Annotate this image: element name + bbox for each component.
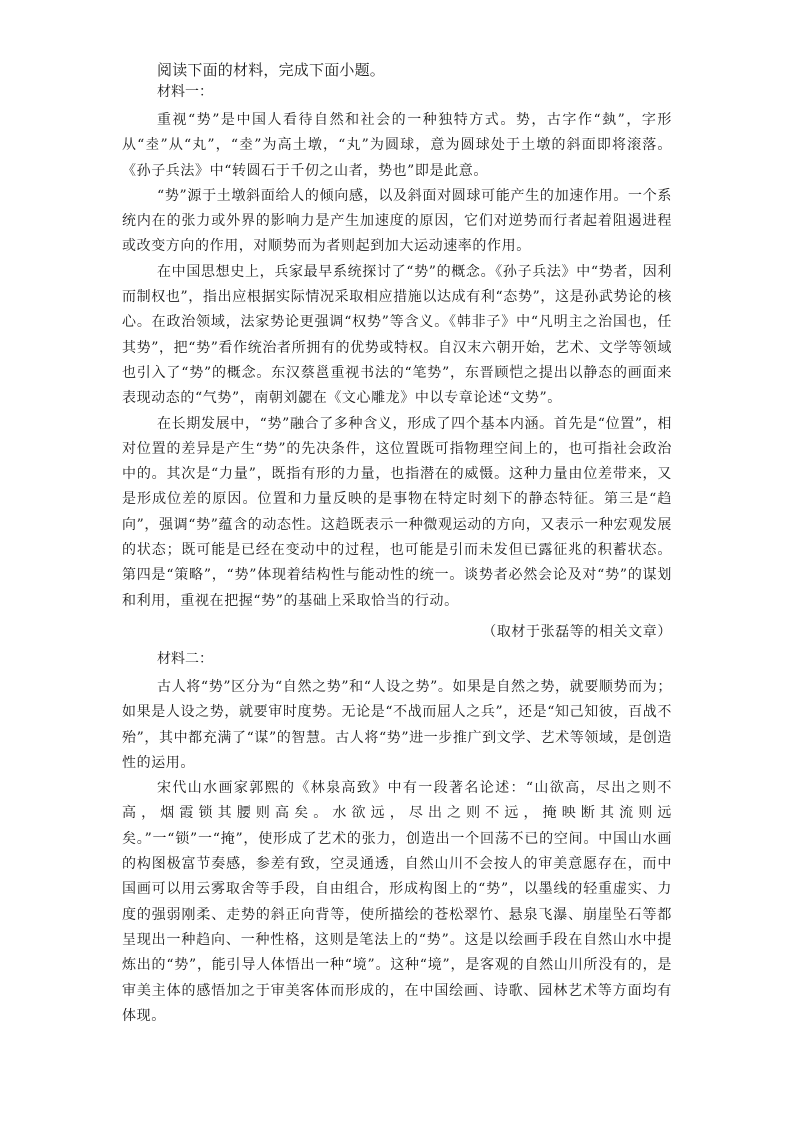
reading-instruction: 阅读下面的材料，完成下面小题。 xyxy=(157,61,386,79)
material-two-paragraph-2: 宋代山水画家郭熙的《林泉高致》中有一段著名论述：“山欲高，尽出之则不高，烟霞锁其腰则高矣。水欲远，尽出之则不远，掩映断其流则远矣。”一“锁”一“掩”，使形成了艺术的张力，创造出一个回荡不已的空间。中国山水画的构图极富节奏感，参差有致，空灵通透，自然山川不会按人的审美意愿存在，而中国画可以用云雾取舍等手段，自由组合，形成构图上的“势”，以墨线的轻重虚实、力度的强弱刚柔、走势的斜正向背等，使所描绘的苍松翠竹、悬泉飞瀑、崩崖坠石等都呈现出一种趋向、一种性格，这则是笔法上的“势”。这是以绘画手段在自然山水中提炼出的“势”，能引导人体悟出一种“境”。这种“境”，是客观的自然山川所没有的，是审美主体的感悟加之于审美客体而形成的，在中国绘画、诗歌、园林艺术等方面均有体现。 xyxy=(122,780,672,1024)
material-two-heading: 材料二： xyxy=(157,650,213,667)
material-one-paragraph-3: 在中国思想史上，兵家最早系统探讨了“势”的概念。《孙子兵法》中“势者，因利而制权也”，指出应根据实际情况采取相应措施以达成有利“态势”，这是孙武势论的核心。在政治领域，法家势论更强调“权势”等含义。《韩非子》中“凡明主之治国也，任其势”，把“势”看作统治者所拥有的优势或特权。自汉末六朝开始，艺术、文学等领域也引入了“势”的概念。东汉蔡邕重视书法的“笔势”，东晋顾恺之提出以静态的画面来表现动态的“气势”，南朝刘勰在《文心雕龙》中以专章论述“文势”。 xyxy=(122,263,672,407)
material-one-heading: 材料一： xyxy=(157,84,213,100)
material-one-paragraph-2: “势”源于土墩斜面给人的倾向感，以及斜面对圆球可能产生的加速作用。一个系统内在的张力或外界的影响力是产生加速度的原因，它们对逆势而行者起着阻遏进程或改变方向的作用，对顺势而为者则起到加大运动速率的作用。 xyxy=(122,187,672,255)
material-two-paragraph-1: 古人将“势”区分为“自然之势”和“人设之势”。如果是自然之势，就要顺势而为；如果是人设之势，就要审时度势。无论是“不战而屈人之兵”，还是“知己知彼，百战不殆”，其中都充满了“谋”的智慧。古人将“势”进一步推广到文学、艺术等领域，是创造性的运用。 xyxy=(122,678,672,771)
material-one-paragraph-4: 在长期发展中，“势”融合了多种含义，形成了四个基本内涵。首先是“位置”，相对位置的差异是产生“势”的先决条件，这位置既可指物理空间上的，也可指社会政治中的。其次是“力量”，既指有形的力量，也指潜在的威慑。这种力量由位差带来，又是形成位差的原因。位置和力量反映的是事物在特定时刻下的静态特征。第三是“趋向”，强调“势”蕴含的动态性。这趋既表示一种微观运动的方向，又表示一种宏观发展的状态；既可能是已经在变动中的过程，也可能是引而未发但已露征兆的积蓄状态。第四是“策略”，“势”体现着结构性与能动性的统一。谈势者必然会论及对“势”的谋划和利用，重视在把握“势”的基础上采取恰当的行动。 xyxy=(122,415,672,609)
material-one-paragraph-1: 重视“势”是中国人看待自然和社会的一种独特方式。势，古字作“埶”，字形从“坴”从“丸”，“坴”为高土墩，“丸”为圆球，意为圆球处于土墩的斜面即将滚落。《孙子兵法》中“转圆石于千仞之山者，势也”即是此意。 xyxy=(122,112,672,179)
document-page xyxy=(122,60,672,1029)
material-one-source: （取材于张磊等的相关文章） xyxy=(482,623,672,640)
